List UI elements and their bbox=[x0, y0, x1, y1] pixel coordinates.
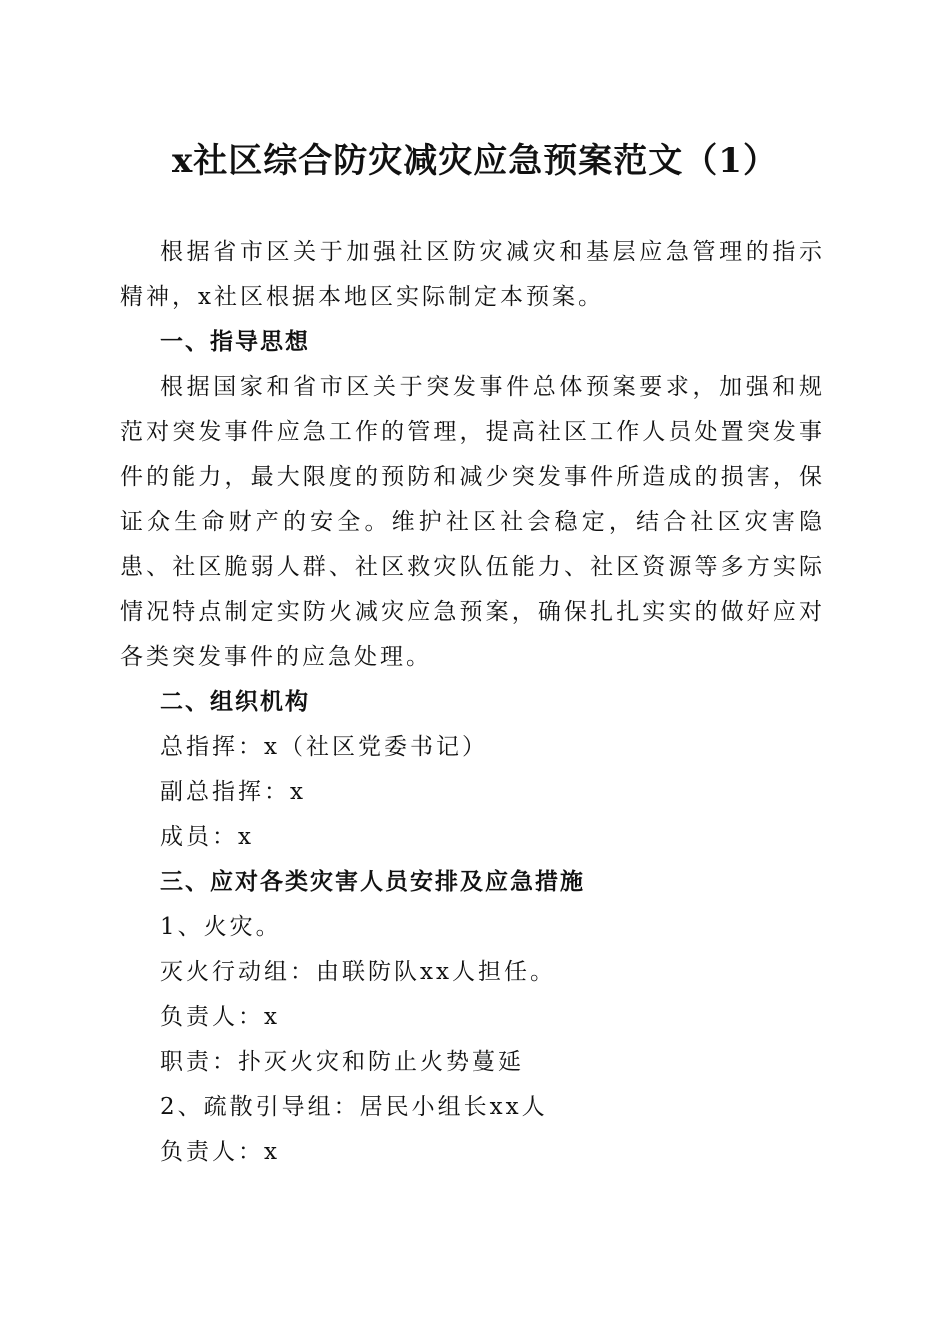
fire-duty-line: 职责：扑灭火灾和防止火势蔓延 bbox=[160, 1049, 524, 1075]
section-heading-guiding-ideology: 一、指导思想 bbox=[160, 329, 310, 355]
fire-team-line: 灭火行动组：由联防队xx人担任。 bbox=[160, 959, 556, 985]
document-title: x社区综合防灾减灾应急预案范文（1） bbox=[172, 141, 778, 181]
fire-title-line: 1、火灾。 bbox=[160, 914, 282, 940]
intro-paragraph: 根据省市区关于加强社区防灾减灾和基层应急管理的指示精神，x社区根据本地区实际制定本预案。 bbox=[120, 239, 825, 310]
evacuation-team-line: 2、疏散引导组：居民小组长xx人 bbox=[160, 1094, 548, 1120]
fire-leader-line: 负责人：x bbox=[160, 1004, 280, 1030]
commander-line: 总指挥：x（社区党委书记） bbox=[160, 734, 488, 760]
deputy-commander-line: 副总指挥：x bbox=[160, 779, 306, 805]
guiding-ideology-paragraph: 根据国家和省市区关于突发事件总体预案要求，加强和规范对突发事件应急工作的管理，提高社区工作人员处置突发事件的能力，最大限度的预防和减少突发事件所造成的损害，保证众生命财产的安全。维护社区社会稳定，结合社区灾害隐患、社区脆弱人群、社区救灾队伍能力、社区资源等多方实际情况特点制定实防火减灾应急预案，确保扎扎实实的做好应对各类突发事件的应急处理。 bbox=[120, 374, 825, 670]
members-line: 成员：x bbox=[160, 824, 254, 850]
section-heading-organization: 二、组织机构 bbox=[160, 689, 310, 715]
evacuation-leader-line: 负责人：x bbox=[160, 1139, 280, 1165]
document-body bbox=[120, 230, 825, 1175]
section-heading-emergency-measures: 三、应对各类灾害人员安排及应急措施 bbox=[160, 869, 585, 895]
